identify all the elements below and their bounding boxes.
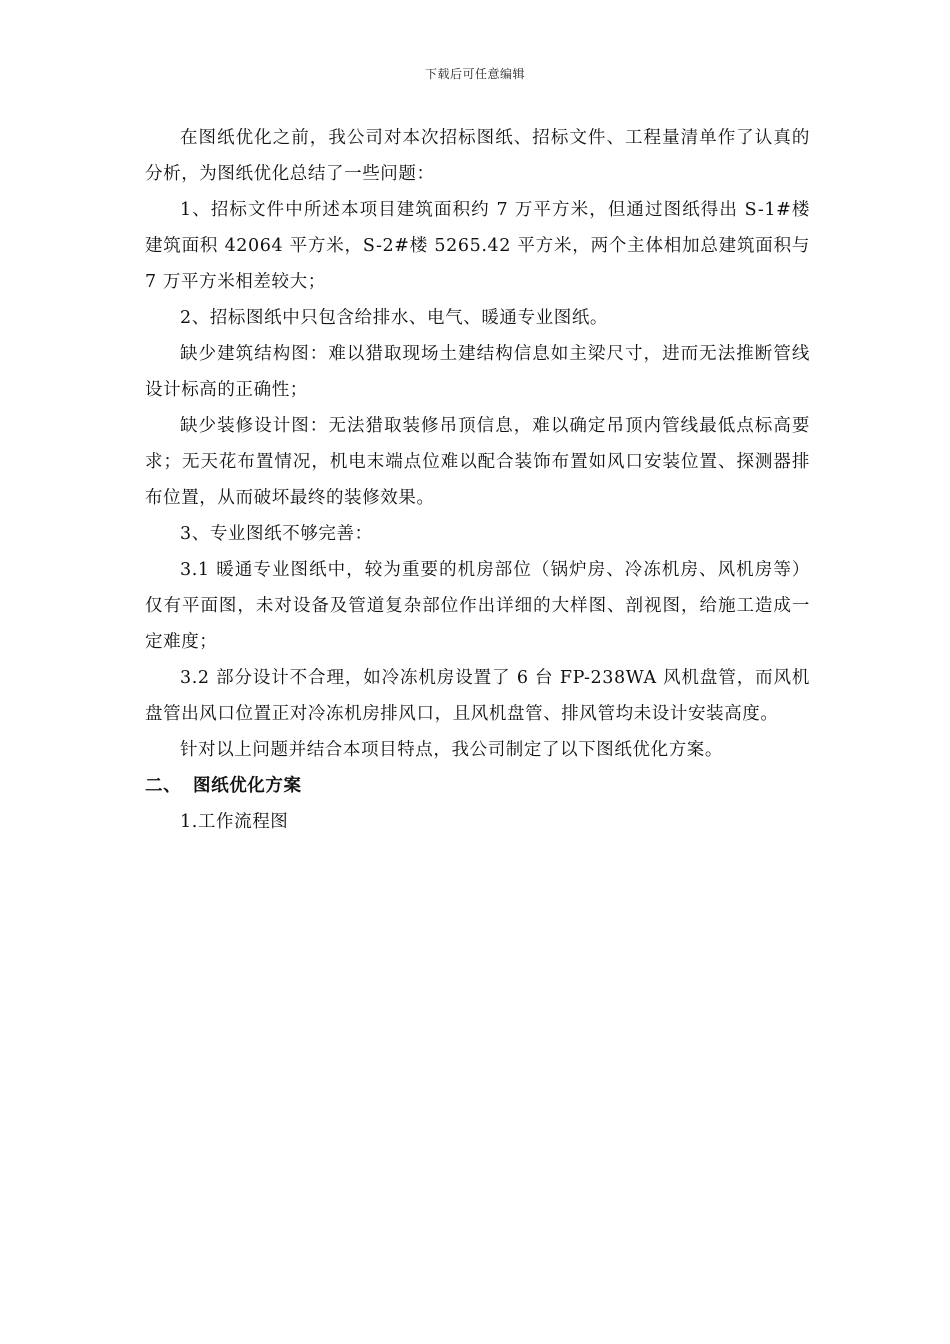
paragraph-issue-3-1: 3.1 暖通专业图纸中，较为重要的机房部位（锅炉房、冷冻机房、风机房等）仅有平面图，未对设备及管道复杂部位作出详细的大样图、剖视图，给施工造成一定难度； xyxy=(145,560,810,652)
paragraph-issue-1: 1、招标文件中所述本项目建筑面积约 7 万平方米，但通过图纸得出 S-1#楼建筑面积 42064 平方米，S-2#楼 5265.42 平方米，两个主体相加总建筑面积与 7 万平方米相差较大； xyxy=(145,200,810,292)
document-body xyxy=(145,120,810,840)
paragraph-issue-3-2: 3.2 部分设计不合理，如冷冻机房设置了 6 台 FP-238WA 风机盘管，而风机盘管出风口位置正对冷冻机房排风口，且风机盘管、排风管均未设计安装高度。 xyxy=(145,668,810,724)
paragraph-missing-decoration: 缺少装修设计图：无法猎取装修吊顶信息，难以确定吊顶内管线最低点标高要求；无天花布置情况，机电末端点位难以配合装饰布置如风口安装位置、探测器排布位置，从而破坏最终的装修效果。 xyxy=(145,416,810,508)
paragraph-intro: 在图纸优化之前，我公司对本次招标图纸、招标文件、工程量清单作了认真的分析，为图纸优化总结了一些问题： xyxy=(145,128,810,184)
subsection-heading: 1.工作流程图 xyxy=(180,812,289,832)
section-number: 二、 xyxy=(145,776,182,796)
paragraph-missing-structure: 缺少建筑结构图：难以猎取现场土建结构信息如主梁尺寸，进而无法推断管线设计标高的正确性； xyxy=(145,344,810,400)
paragraph-issue-3: 3、专业图纸不够完善： xyxy=(180,524,373,544)
paragraph-conclusion: 针对以上问题并结合本项目特点，我公司制定了以下图纸优化方案。 xyxy=(180,740,723,760)
paragraph-issue-2: 2、招标图纸中只包含给排水、电气、暖通专业图纸。 xyxy=(180,308,609,328)
section-title: 图纸优化方案 xyxy=(193,776,302,796)
section-heading xyxy=(145,768,810,804)
page-header: 下载后可任意编辑 xyxy=(424,67,525,81)
